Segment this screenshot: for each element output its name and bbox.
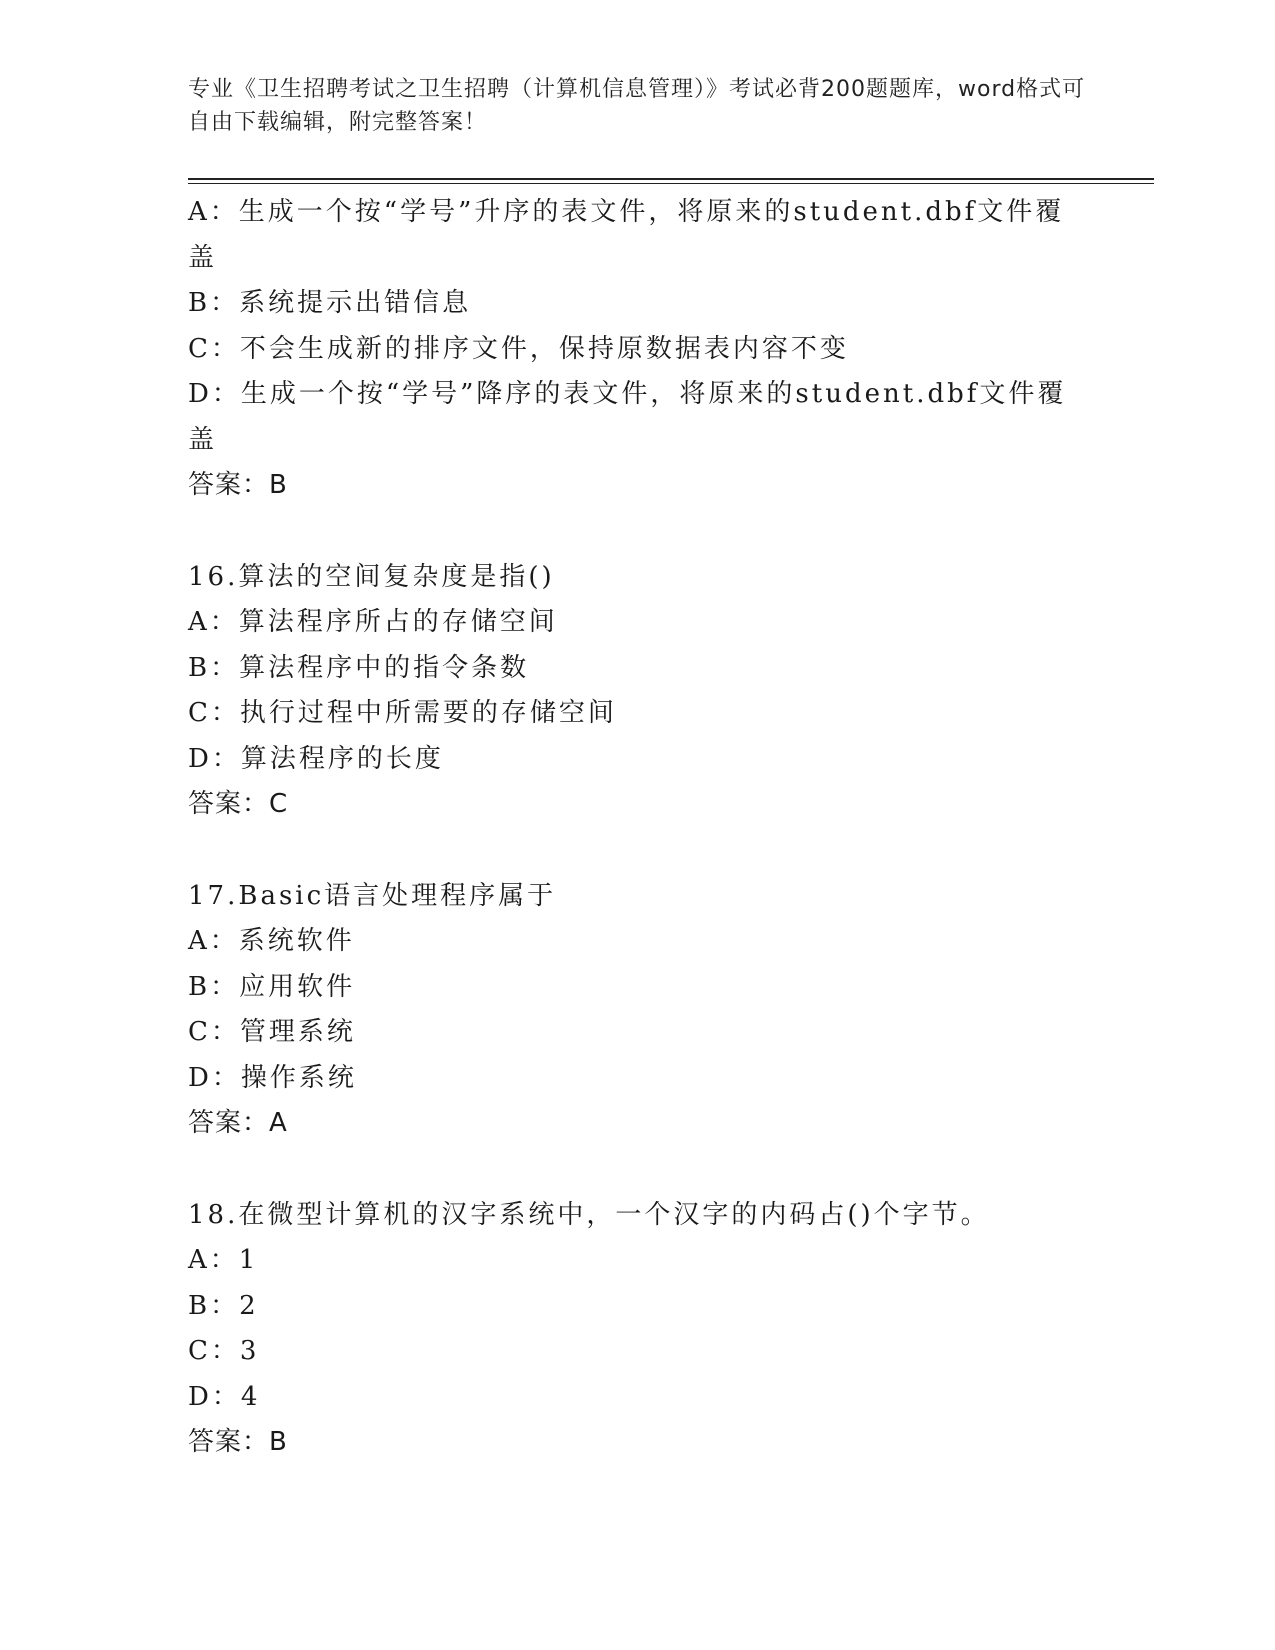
- answer-line: 答案：C: [188, 789, 289, 819]
- option-d: D：生成一个按“学号”降序的表文件，将原来的student.dbf文件覆盖: [188, 379, 1067, 455]
- option-d: D：4: [188, 1381, 261, 1412]
- answer-line: 答案：B: [188, 470, 288, 500]
- option-a: A：1: [188, 1245, 259, 1275]
- option-c: C：3: [188, 1336, 260, 1366]
- header-divider-thin: [188, 183, 1154, 184]
- header-divider-thick: [188, 178, 1154, 180]
- option-b: B：2: [188, 1290, 259, 1321]
- option-c: C：执行过程中所需要的存储空间: [188, 698, 617, 728]
- option-b: B：算法程序中的指令条数: [188, 652, 530, 683]
- option-b: B：应用软件: [188, 971, 356, 1002]
- option-d: D：操作系统: [188, 1062, 357, 1093]
- question-block: [188, 555, 1088, 828]
- question-stem: 17.Basic语言处理程序属于: [188, 880, 557, 911]
- answer-line: 答案：A: [188, 1108, 288, 1138]
- question-stem: 18.在微型计算机的汉字系统中，一个汉字的内码占()个字节。: [188, 1199, 990, 1230]
- question-block: [188, 190, 1088, 509]
- option-a: A：系统软件: [188, 926, 355, 956]
- option-a: A：算法程序所占的存储空间: [188, 607, 558, 637]
- option-c: C：管理系统: [188, 1017, 356, 1047]
- option-c: C：不会生成新的排序文件，保持原数据表内容不变: [188, 333, 849, 364]
- option-b: B：系统提示出错信息: [188, 288, 472, 318]
- question-list: [188, 190, 1088, 1466]
- option-a: A：生成一个按“学号”升序的表文件，将原来的student.dbf文件覆盖: [188, 197, 1065, 273]
- option-d: D：算法程序的长度: [188, 743, 444, 774]
- question-block: [188, 1193, 1088, 1466]
- document-header: 专业《卫生招聘考试之卫生招聘（计算机信息管理）》考试必背200题题库，word格式可自由下载编辑，附完整答案！: [188, 77, 1086, 135]
- answer-line: 答案：B: [188, 1427, 288, 1457]
- question-block: [188, 874, 1088, 1147]
- question-stem: 16.算法的空间复杂度是指(): [188, 561, 555, 592]
